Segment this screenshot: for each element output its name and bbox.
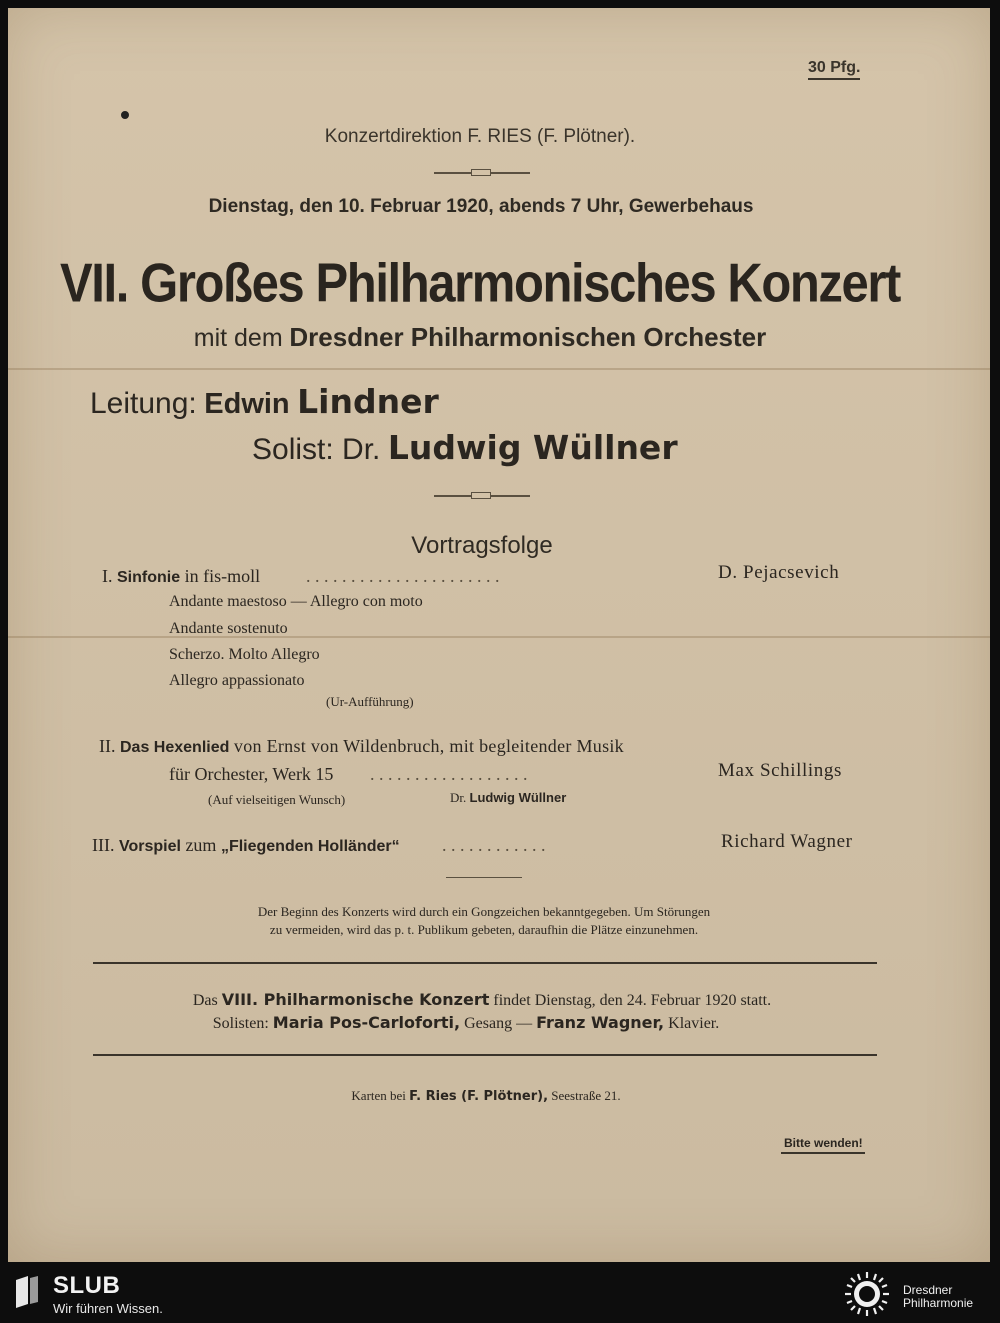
philharmonie-name (903, 1284, 973, 1310)
short-divider (446, 877, 522, 878)
item-numeral: II. (99, 736, 116, 756)
item-composer: Max Schillings (718, 760, 842, 781)
item-work-connector: zum (185, 835, 217, 855)
ornament-divider (471, 492, 491, 499)
performer-line (450, 790, 566, 806)
request-note: (Auf vielseitigen Wunsch) (208, 792, 346, 807)
leitung-label: Leitung: (90, 387, 197, 420)
price-label: 30 Pfg. (808, 59, 860, 80)
philharmonie-line1: Dresdner (903, 1283, 953, 1297)
slub-logo-icon (14, 1276, 40, 1308)
notice-line: zu vermeiden, wird das p. t. Publikum gebeten, daraufhin die Plätze einzunehmen. (269, 922, 699, 937)
program-heading: Vortragsfolge (411, 532, 553, 559)
soloist-name: Franz Wagner, (536, 1013, 665, 1032)
premiere-note: (Ur-Aufführung) (326, 694, 414, 709)
horizontal-rule (93, 1054, 877, 1056)
horizontal-rule (93, 962, 877, 964)
soloist-name: Maria Pos-Carloforti, (272, 1013, 461, 1032)
soloist-instrument: Klavier. (668, 1015, 720, 1032)
organizer: Konzertdirektion F. RIES (F. Plötner). (324, 126, 636, 147)
philharmonie-logo-icon (842, 1270, 892, 1318)
movement: Andante maestoso — Allegro con moto (169, 593, 423, 610)
performer-name: Ludwig Wüllner (469, 790, 567, 805)
ticket-seller: F. Ries (F. Plötner), (409, 1089, 549, 1104)
soloist-label: Solist: Dr. (252, 433, 381, 466)
program-item (102, 566, 260, 587)
item-composer: D. Pejacsevich (718, 562, 840, 583)
ticket-text: Karten bei (351, 1088, 406, 1103)
item-work-title: „Fliegenden Holländer“ (220, 838, 400, 855)
program-item (99, 736, 624, 757)
turn-page-note: Bitte wenden! (781, 1136, 865, 1154)
fold-line (8, 636, 990, 638)
slub-tagline: Wir führen Wissen. (53, 1301, 163, 1316)
item-work-detail-line2: für Orchester, Werk 15 (169, 764, 334, 784)
item-composer: Richard Wagner (721, 831, 853, 852)
conductor-line (90, 382, 439, 421)
conductor-first-name: Edwin (204, 388, 290, 420)
movement: Scherzo. Molto Allegro (169, 646, 320, 663)
item-work: Das Hexenlied (120, 739, 230, 756)
ticket-line (0, 1088, 972, 1104)
subtitle-prefix: mit dem (193, 324, 283, 352)
next-concert-soloists (0, 1013, 932, 1033)
ticket-address: Seestraße 21. (551, 1088, 621, 1103)
next-concert-title: VIII. Philharmonische Konzert (221, 990, 490, 1009)
program-item (92, 835, 400, 856)
leader-dots: . . . . . . . . . . . . . . . . . . (370, 764, 528, 784)
notice-line: Der Beginn des Konzerts wird durch ein Gongzeichen bekanntgegeben. Um Störungen (257, 904, 711, 919)
item-work-detail: in fis-moll (184, 566, 261, 586)
item-numeral: I. (102, 566, 113, 586)
conductor-last-name: Lindner (297, 382, 439, 421)
slub-name: SLUB (53, 1272, 121, 1299)
footer-bar (0, 1268, 1000, 1319)
item-numeral: III. (92, 835, 115, 855)
leader-dots: . . . . . . . . . . . . . . . . . . . . . . (306, 566, 500, 586)
movement: Andante sostenuto (169, 620, 288, 637)
philharmonie-line2: Philharmonie (903, 1296, 974, 1310)
ornament-divider (471, 169, 491, 176)
orchestra-name: Dresdner Philharmonischen Orchester (289, 322, 767, 352)
movement: Allegro appassionato (169, 672, 305, 689)
item-work: Vorspiel (118, 838, 181, 855)
leader-dots: . . . . . . . . . . . . (442, 835, 546, 855)
next-concert-line (0, 990, 964, 1010)
next-concert-text: Das (192, 992, 218, 1009)
item-work: Sinfonie (117, 569, 181, 586)
punch-hole-mark (121, 111, 129, 119)
subtitle (0, 322, 960, 353)
performer-prefix: Dr. (450, 790, 467, 805)
next-concert-text: findet Dienstag, den 24. Februar 1920 statt. (493, 992, 772, 1009)
date-line: Dienstag, den 10. Februar 1920, abends 7 Uhr, Gewerbehaus (208, 196, 754, 217)
soloist-instrument: Gesang — (464, 1015, 533, 1032)
soloists-label: Solisten: (212, 1015, 269, 1032)
soloist-line (252, 428, 678, 467)
concert-title: VII. Großes Philharmonisches Konzert (60, 253, 900, 314)
fold-line (8, 368, 990, 370)
item-work-detail: von Ernst von Wildenbruch, mit begleitender Musik (233, 736, 624, 756)
soloist-name: Ludwig Wüllner (387, 428, 678, 467)
